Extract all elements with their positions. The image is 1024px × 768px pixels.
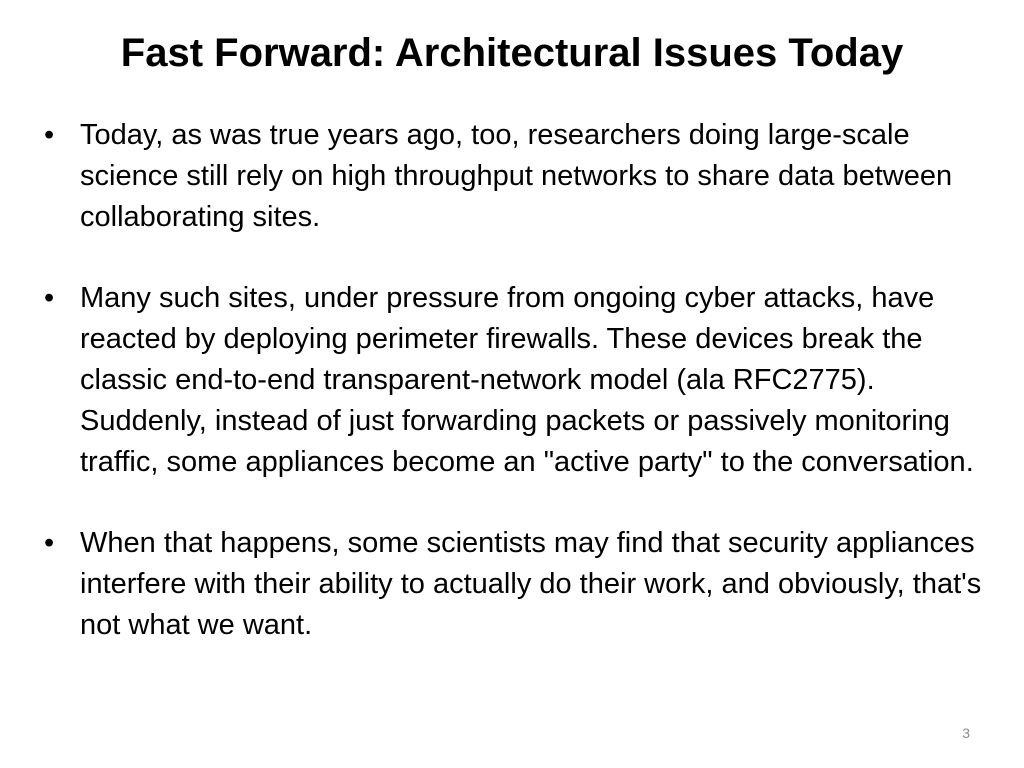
- bullet-text: Today, as was true years ago, too, researchers doing large-scale science still rely on high throughput networks to share data between collaborating sites.: [80, 119, 953, 233]
- bullet-list: [44, 115, 994, 646]
- bullet-icon: •: [44, 527, 55, 559]
- bullet-text: When that happens, some scientists may find that security appliances interfere with their ability to actually do their work, and obviously, that's not what we want.: [80, 527, 982, 641]
- bullet-item: [44, 115, 994, 238]
- slide-title: Fast Forward: Architectural Issues Today: [120, 31, 904, 75]
- bullet-icon: •: [44, 282, 55, 314]
- bullet-text: Many such sites, under pressure from ongoing cyber attacks, have reacted by deploying perimeter firewalls. These devices break the classic end-to-end transparent-network model (ala RFC2775). Suddenly, instead of just forwarding packets or passively monitoring traffic, some appliances become an "active party" to the conversation.: [80, 282, 974, 478]
- page-number: 3: [962, 725, 970, 741]
- bullet-item: [44, 523, 994, 646]
- bullet-icon: •: [44, 119, 55, 151]
- bullet-item: [44, 278, 994, 483]
